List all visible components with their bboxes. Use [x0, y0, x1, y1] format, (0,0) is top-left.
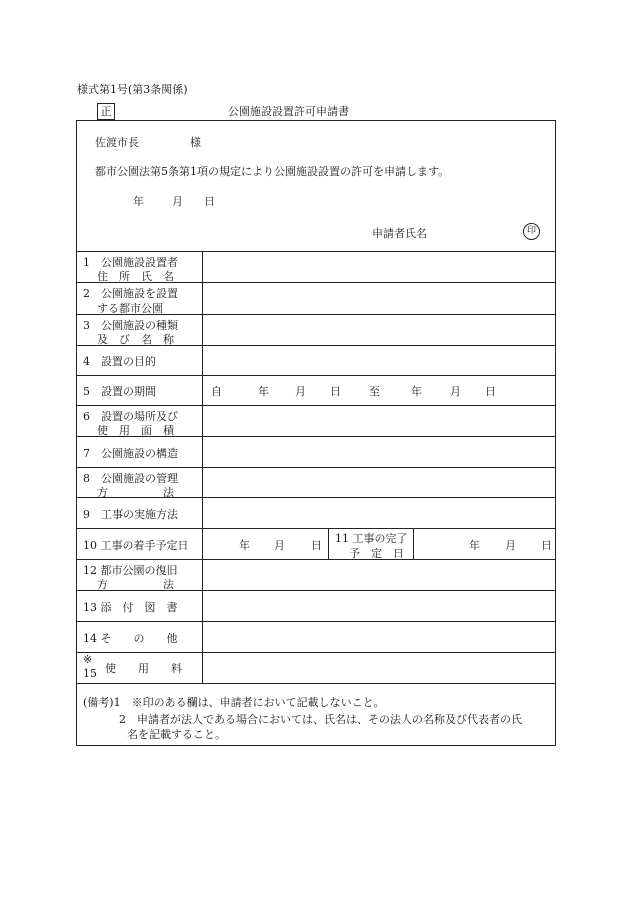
date-year: 年	[133, 195, 144, 208]
row-divider	[77, 251, 555, 252]
row-11-label: 11 工事の完了	[335, 532, 408, 545]
note-2-continued: 名を記載すること。	[127, 728, 226, 741]
row-4-label: 4 設置の目的	[83, 355, 156, 368]
applicant-name-label: 申請者氏名	[372, 227, 427, 240]
row-6-label: 6 設置の場所及び	[83, 410, 178, 423]
period-from: 自	[211, 385, 222, 398]
note-1: (備考)1 ※印のある欄は、申請者において記載しないこと。	[83, 696, 385, 709]
completion-date-year: 年	[469, 539, 480, 552]
row-divider	[77, 405, 555, 406]
period-to-year: 年	[411, 385, 422, 398]
seal-mark: 印	[523, 223, 540, 240]
original-copy-mark: 正	[97, 103, 115, 120]
completion-date-day: 日	[541, 539, 552, 552]
row-12-label-sub: 方 法	[97, 578, 174, 591]
row-11-label-sub: 予 定 日	[349, 547, 404, 560]
row-15-number: 15	[83, 667, 97, 680]
row-15-mark: ※	[83, 653, 93, 666]
form-number: 様式第1号(第3条関係)	[77, 83, 188, 96]
row-7-label: 7 公園施設の構造	[83, 447, 178, 460]
date-month: 月	[172, 195, 183, 208]
row-5-label: 5 設置の期間	[83, 385, 156, 398]
row-3-label: 3 公園施設の種類	[83, 319, 178, 332]
row-15-label: 使 用 料	[105, 662, 182, 675]
document-title: 公園施設設置許可申請書	[228, 105, 349, 118]
start-date-day: 日	[311, 539, 322, 552]
label-column-divider	[202, 251, 203, 683]
row-2-label: 2 公園施設を設置	[83, 287, 178, 300]
row-6-label-sub: 使 用 面 積	[97, 424, 174, 437]
honorific: 様	[190, 136, 201, 149]
completion-date-month: 月	[505, 539, 516, 552]
row-14-label: 14 そ の 他	[83, 632, 178, 645]
row-divider	[77, 528, 555, 529]
row-divider	[77, 683, 555, 684]
row-1-label: 1 公園施設設置者	[83, 256, 178, 269]
row-divider	[77, 652, 555, 653]
period-from-month: 月	[295, 385, 306, 398]
completion-column-divider	[413, 528, 414, 559]
row-10-label: 10 工事の着手予定日	[83, 539, 189, 552]
row-9-label: 9 工事の実施方法	[83, 508, 178, 521]
period-from-day: 日	[330, 385, 341, 398]
application-statement: 都市公園法第5条第1項の規定により公園施設設置の許可を申請します。	[95, 165, 450, 178]
date-day: 日	[204, 195, 215, 208]
row-8-label: 8 公園施設の管理	[83, 472, 178, 485]
start-date-year: 年	[239, 539, 250, 552]
addressee: 佐渡市長	[95, 136, 139, 149]
period-to-day: 日	[485, 385, 496, 398]
row-3-label-sub: 及 び 名 称	[97, 333, 174, 346]
completion-column-divider	[328, 528, 329, 559]
row-8-label-sub: 方 法	[97, 486, 174, 499]
period-from-year: 年	[258, 385, 269, 398]
row-divider	[77, 375, 555, 376]
application-form	[76, 120, 556, 746]
row-2-label-sub: する都市公園	[97, 302, 163, 315]
row-divider	[77, 559, 555, 560]
row-divider	[77, 621, 555, 622]
period-to: 至	[369, 385, 380, 398]
row-divider	[77, 467, 555, 468]
row-1-label-sub: 住 所 氏 名	[97, 270, 174, 283]
row-13-label: 13 添 付 図 書	[83, 601, 178, 614]
note-2: 2 申請者が法人である場合においては、氏名は、その法人の名称及び代表者の氏	[119, 713, 522, 726]
row-12-label: 12 都市公園の復旧	[83, 564, 178, 577]
period-to-month: 月	[450, 385, 461, 398]
start-date-month: 月	[274, 539, 285, 552]
